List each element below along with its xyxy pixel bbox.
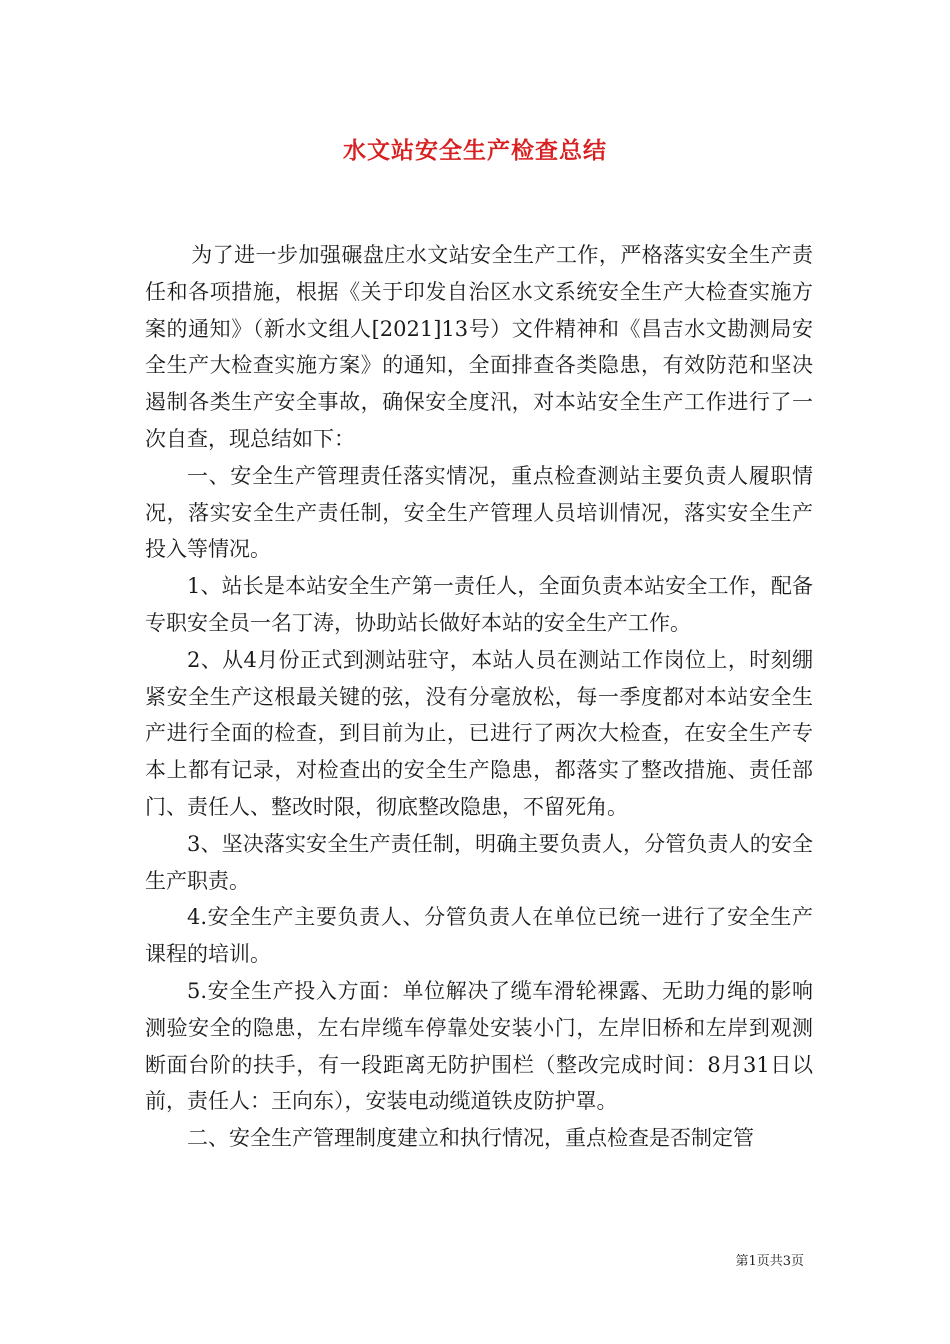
paragraph-item-2: 2、从4月份正式到测站驻守，本站人员在测站工作岗位上，时刻绷紧安全生产这根最关键的弦，没有分毫放松，每一季度都对本站安全生产进行全面的检查，到目前为止，已进行了两次大检查，在安全生产专本上都有记录，对检查出的安全生产隐患，都落实了整改措施、责任部门、责任人、整改时限，彻底整改隐患，不留死角。 <box>145 647 813 819</box>
paragraph-section-2-heading: 二、安全生产管理制度建立和执行情况，重点检查是否制定管 <box>187 1126 754 1151</box>
paragraph-intro: 为了进一步加强碾盘庄水文站安全生产工作，严格落实安全生产责任和各项措施，根据《关于印发自治区水文系统安全生产大检查实施方案的通知》（新水文组人[2021]13号）文件精神和《昌吉水文勘测局安全生产大检查实施方案》的通知，全面排查各类隐患，有效防范和坚决遏制各类生产安全事故，确保安全度汛，对本站安全生产工作进行了一次自查，现总结如下： <box>145 243 813 451</box>
document-body <box>145 237 813 1157</box>
paragraph-section-1-heading: 一、安全生产管理责任落实情况，重点检查测站主要负责人履职情况，落实安全生产责任制，安全生产管理人员培训情况，落实安全生产投入等情况。 <box>145 463 813 562</box>
paragraph-item-1: 1、站长是本站安全生产第一责任人，全面负责本站安全工作，配备专职安全员一名丁涛，协助站长做好本站的安全生产工作。 <box>145 574 813 635</box>
page-number: 第1页共3页 <box>735 1254 804 1269</box>
paragraph-item-3: 3、坚决落实安全生产责任制，明确主要负责人，分管负责人的安全生产职责。 <box>145 831 813 893</box>
document-title: 水文站安全生产检查总结 <box>343 137 607 164</box>
paragraph-item-4: 4.安全生产主要负责人、分管负责人在单位已统一进行了安全生产课程的培训。 <box>145 905 813 967</box>
paragraph-item-5: 5.安全生产投入方面：单位解决了缆车滑轮裸露、无助力绳的影响测验安全的隐患，左右岸缆车停靠处安装小门，左岸旧桥和左岸到观测断面台阶的扶手，有一段距离无防护围栏（整改完成时间：8月31日以前，责任人：王向东），安装电动缆道铁皮防护罩。 <box>145 978 813 1114</box>
